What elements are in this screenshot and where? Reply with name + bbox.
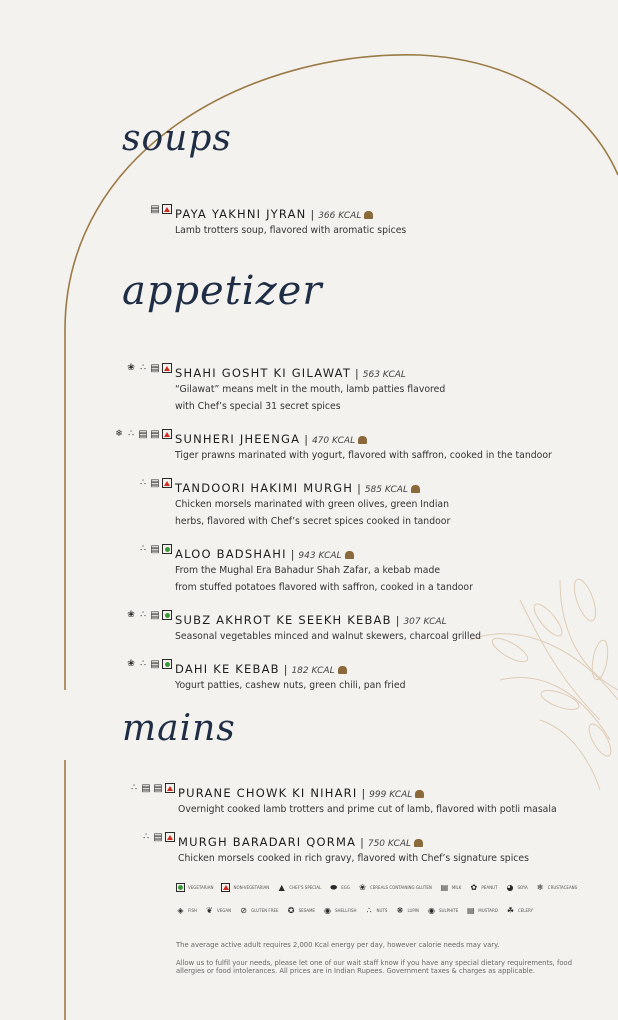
menu-item: ▤ PAYA YAKHNI JYRAN | 366 KCAL Lamb trotters soup, flavored with aromatic spices (175, 203, 406, 239)
gluten-icon: ❀ (127, 610, 135, 620)
nuts-icon: ∴ (143, 832, 149, 842)
chef-special-icon (338, 666, 347, 674)
milk-icon: ▤ (138, 428, 148, 440)
dish-description: Chicken morsels cooked in rich gravy, flavored with Chef’s signature spices (178, 853, 529, 864)
fish-icon: ◈ (177, 906, 184, 915)
legend-item: VEGETARIAN (176, 883, 213, 892)
menu-item: ∴ ▤ ▤ PURANE CHOWK KI NIHARI | 999 KCAL Overnight cooked lamb trotters and prime cut of lamb, flavored with potli masala (178, 782, 557, 818)
chef-special-icon (411, 485, 420, 493)
dish-kcal: 470 KCAL (311, 436, 356, 446)
veg-icon (162, 544, 172, 554)
sulphite-icon: ◉ (427, 906, 435, 915)
chef-special-icon (358, 436, 367, 444)
non-veg-icon (165, 783, 175, 793)
dish-description: Seasonal vegetables minced and walnut skewers, charcoal grilled (175, 631, 482, 642)
peanut-icon: ✿ (470, 883, 478, 892)
dish-name: SUBZ AKHROT KE SEEKH KEBAB (175, 613, 392, 627)
dish-description: Lamb trotters soup, flavored with aromatic spices (175, 225, 407, 236)
gluten-icon: ❀ (359, 883, 366, 892)
dish-kcal: 366 KCAL (318, 211, 362, 221)
dish-description: Yogurt patties, cashew nuts, green chili, pan fried (175, 680, 406, 691)
gluten-icon: ❀ (127, 363, 135, 373)
legend-row (176, 883, 596, 892)
nuts-icon: ∴ (140, 659, 146, 669)
vegan-icon: ❦ (206, 906, 213, 915)
diet-icons (126, 610, 172, 621)
chef-special-icon (364, 211, 373, 219)
dish-description: Chicken morsels marinated with green olives, green Indian herbs, flavored with Chef’s secret spices cooked in tandoor (175, 499, 451, 527)
dish-name: SUNHERI JHEENGA (175, 432, 301, 446)
sesame-icon: ✪ (287, 906, 295, 915)
dish-name: MURGH BARADARI QORMA (178, 835, 357, 849)
soya-icon: ◕ (506, 883, 514, 892)
veg-icon (162, 610, 172, 620)
lupin-icon: ❋ (396, 906, 404, 915)
milk-icon: ▤ (141, 782, 151, 794)
legend-item: ∴ NUTS (366, 906, 388, 915)
menu-item: ❀ ∴ ▤ SHAHI GOSHT KI GILAWAT | 563 KCAL “Gilawat” means melt in the mouth, lamb patties flavored with Chef’s special 31 secret spices (175, 362, 445, 415)
menu-item: ❀ ∴ ▤ SUBZ AKHROT KE SEEKH KEBAB | 307 KCAL Seasonal vegetables minced and walnut skewers, charcoal grilled (175, 609, 481, 645)
milk-icon: ▤ (150, 362, 160, 374)
diet-icons (126, 659, 172, 670)
legend-item: ◉ SHELLFISH (323, 906, 357, 915)
celery-icon: ☘ (506, 906, 514, 915)
dish-kcal: 750 KCAL (367, 839, 412, 849)
dish-kcal: 999 KCAL (369, 790, 413, 800)
chef-hat-icon: ▲ (278, 883, 285, 892)
nuts-icon: ∴ (140, 363, 146, 373)
dish-kcal: 943 KCAL (298, 551, 342, 561)
non-veg-icon (221, 883, 230, 892)
non-veg-icon (162, 204, 172, 214)
dish-kcal: 585 KCAL (364, 485, 408, 495)
nuts-icon: ∴ (140, 478, 146, 488)
milk-icon: ▤ (150, 658, 160, 670)
veg-icon (176, 883, 185, 892)
legend-item: ❋ LUPIN (396, 906, 419, 915)
milk-icon: ▤ (440, 883, 449, 892)
nuts-icon: ∴ (140, 610, 146, 620)
nuts-icon: ∴ (131, 783, 137, 793)
crustacean-icon: ❄ (115, 429, 123, 439)
legend-item: ✪ SESAME (287, 906, 315, 915)
menu-item: ∴ ▤ ALOO BADSHAHI | 943 KCAL From the Mughal Era Bahadur Shah Zafar, a kebab made from stuffed potatoes flavored with saffron, cooked in a tandoor (175, 543, 473, 596)
legend-item: ◉ SULPHITE (427, 906, 459, 915)
arch-line (65, 55, 618, 1020)
non-veg-icon (162, 429, 172, 439)
dish-name: PAYA YAKHNI JYRAN (175, 207, 307, 221)
arch-gap-1 (55, 690, 75, 760)
nuts-icon: ∴ (366, 906, 372, 915)
legend-item: ❦ VEGAN (206, 906, 232, 915)
crustacean-icon: ❄ (536, 883, 544, 892)
nuts-icon: ∴ (140, 544, 146, 554)
chef-special-icon (415, 790, 424, 798)
dish-description: Tiger prawns marinated with yogurt, flavored with saffron, cooked in the tandoor (175, 450, 552, 461)
chef-special-icon (345, 551, 354, 559)
menu-item: ∴ ▤ TANDOORI HAKIMI MURGH | 585 KCAL Chicken morsels marinated with green olives, green Indian herbs, flavored with Chef’s secret spices cooked in tandoor (175, 477, 450, 530)
dietary-note: Allow us to fulfil your needs, please let one of our wait staff know if you have any special dietary requirements, food allergies or food intolerances. All prices are in Indian Rupees. Government taxes & charges as applicable. (176, 959, 573, 975)
diet-icons (126, 363, 172, 374)
egg-icon: ⬬ (330, 882, 338, 892)
legend-item: ◕ SOYA (506, 883, 528, 892)
milk-icon: ▤ (150, 609, 160, 621)
dish-name: ALOO BADSHAHI (175, 547, 287, 561)
shellfish-icon: ◉ (323, 906, 331, 915)
diet-icons (138, 544, 172, 555)
diet-icons (129, 783, 175, 794)
section-title-mains: mains (122, 708, 236, 749)
dish-name: PURANE CHOWK KI NIHARI (178, 786, 358, 800)
leaf-decoration (470, 577, 618, 790)
non-veg-icon (162, 478, 172, 488)
veg-icon (162, 659, 172, 669)
diet-icons (141, 832, 175, 843)
dish-description: “Gilawat” means melt in the mouth, lamb patties flavored with Chef’s special 31 secret spices (175, 384, 446, 412)
dish-kcal: 563 KCAL (362, 370, 406, 380)
menu-item: ∴ ▤ MURGH BARADARI QORMA | 750 KCAL Chicken morsels cooked in rich gravy, flavored with Chef’s signature spices (178, 831, 529, 867)
milk-icon: ▤ (150, 428, 160, 440)
legend-item: ⬬ EGG (330, 882, 350, 892)
milk-icon: ▤ (150, 543, 160, 555)
non-veg-icon (165, 832, 175, 842)
chef-special-icon (414, 839, 423, 847)
mustard-icon: ▤ (466, 906, 475, 915)
calorie-note: The average active adult requires 2,000 Kcal energy per day, however calorie needs may vary. (176, 941, 500, 949)
milk-icon: ▤ (153, 831, 163, 843)
dish-kcal: 182 KCAL (291, 666, 335, 676)
dish-kcal: 307 KCAL (403, 617, 447, 627)
milk-icon: ▤ (150, 203, 160, 215)
non-veg-icon (162, 363, 172, 373)
dish-name: SHAHI GOSHT KI GILAWAT (175, 366, 352, 380)
menu-item: ❀ ∴ ▤ DAHI KE KEBAB | 182 KCAL Yogurt patties, cashew nuts, green chili, pan fried (175, 658, 406, 694)
legend-item: NON-VEGETARIAN (221, 883, 269, 892)
gluten-icon: ❀ (127, 659, 135, 669)
legend-item: ✿ PEANUT (470, 883, 498, 892)
diet-icons (138, 478, 172, 489)
dish-description: Overnight cooked lamb trotters and prime cut of lamb, flavored with potli masala (178, 804, 557, 815)
milk-icon: ▤ (153, 782, 163, 794)
legend-item: ⊘ GLUTEN FREE (240, 906, 279, 915)
gluten-free-icon: ⊘ (240, 906, 247, 915)
section-title-soups: soups (122, 118, 232, 159)
legend-item: ▤ MUSTARD (466, 906, 498, 915)
milk-icon: ▤ (150, 477, 160, 489)
dish-name: TANDOORI HAKIMI MURGH (175, 481, 354, 495)
legend-item: ☘ CELERY (506, 906, 533, 915)
section-title-appetizer: appetizer (122, 268, 323, 314)
dish-description: From the Mughal Era Bahadur Shah Zafar, a kebab made from stuffed potatoes flavored with saffron, cooked in a tandoor (175, 565, 473, 593)
diet-icons (114, 429, 172, 440)
legend-item: ▤ MILK (440, 883, 462, 892)
menu-item: ❄ ∴ ▤ ▤ SUNHERI JHEENGA | 470 KCAL Tiger prawns marinated with yogurt, flavored with saffron, cooked in the tandoor (175, 428, 552, 464)
dish-name: DAHI KE KEBAB (175, 662, 280, 676)
legend-item: ❄ CRUSTACEANS (536, 883, 578, 892)
legend-row (176, 906, 596, 915)
legend-item: ❀ CEREALS CONTAINING GLUTEN (359, 883, 432, 892)
legend-item: ▲ CHEF'S SPECIAL (278, 883, 322, 892)
diet-icons (150, 204, 172, 215)
nuts-icon: ∴ (128, 429, 134, 439)
legend-item: ◈ FISH (177, 906, 198, 915)
